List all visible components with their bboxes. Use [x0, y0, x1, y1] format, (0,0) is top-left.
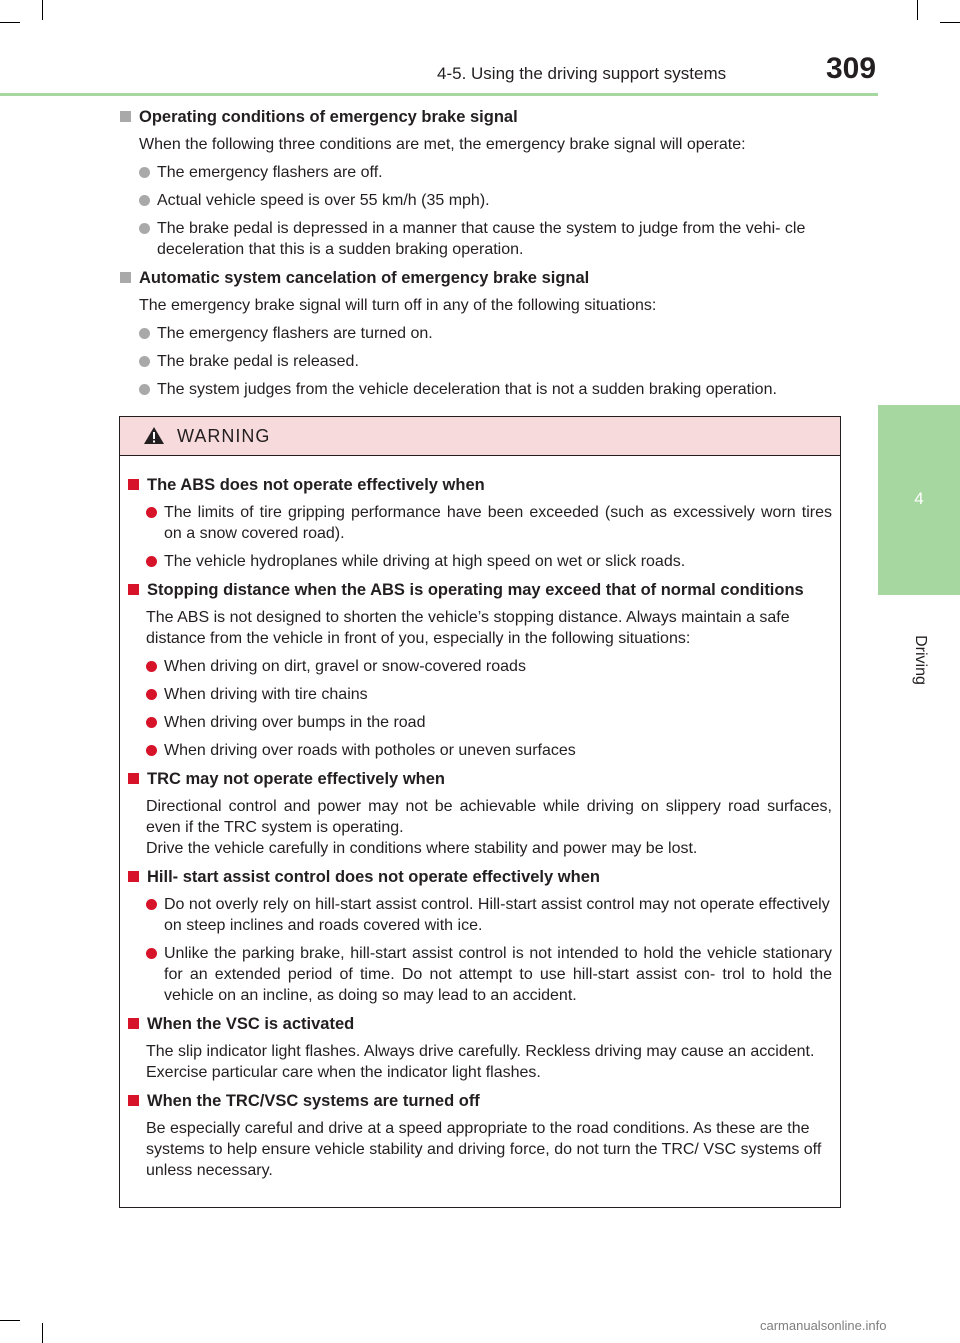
square-bullet-icon [128, 479, 139, 490]
section-heading: Automatic system cancelation of emergency brake signal [120, 267, 842, 289]
paragraph: The emergency brake signal will turn off in any of the following situations: [139, 297, 657, 314]
bullet-item: The vehicle hydroplanes while driving at high speed on wet or slick roads. [146, 551, 832, 572]
main-content [120, 106, 842, 407]
circle-bullet-icon [146, 899, 157, 910]
square-bullet-icon [128, 584, 139, 595]
circle-bullet-icon [139, 195, 150, 206]
bullet-item: The emergency flashers are off. [139, 162, 842, 183]
warning-heading: When the VSC is activated [128, 1013, 832, 1035]
circle-bullet-icon [146, 717, 157, 728]
square-bullet-icon [120, 272, 131, 283]
bullet-item: When driving over roads with potholes or uneven surfaces [146, 740, 832, 761]
bullet-item: Do not overly rely on hill-start assist control. Hill-start assist control may not operate effectively on steep inclines and roads covered with ice. [146, 894, 832, 936]
bullet-item: The emergency flashers are turned on. [139, 323, 842, 344]
circle-bullet-icon [146, 745, 157, 756]
circle-bullet-icon [146, 661, 157, 672]
circle-bullet-icon [146, 948, 157, 959]
crop-mark [0, 1320, 20, 1321]
warning-heading: TRC may not operate effectively when [128, 768, 832, 790]
warning-box [119, 416, 841, 1208]
square-bullet-icon [128, 1018, 139, 1029]
chapter-tab [878, 405, 960, 595]
circle-bullet-icon [139, 384, 150, 395]
watermark: carmanualsonline.info [760, 1318, 887, 1333]
bullet-item: Unlike the parking brake, hill-start assist control is not intended to hold the vehicle stationary for an extended period of time. Do not attempt to use hill-start assist con- trol to hold the vehicle on an incline, as doing so may lead to an accident. [146, 943, 832, 1006]
chapter-label: Driving [912, 635, 929, 685]
header-section-title: 4-5. Using the driving support systems [437, 64, 727, 83]
square-bullet-icon [128, 1095, 139, 1106]
warning-heading: When the TRC/VSC systems are turned off [128, 1090, 832, 1112]
paragraph: The slip indicator light flashes. Always drive carefully. Reckless driving may cause an accident. Exercise particular care when the indicator light flashes. [146, 1043, 815, 1081]
paragraph: Drive the vehicle carefully in conditions where stability and power may be lost. [146, 840, 698, 857]
circle-bullet-icon [146, 556, 157, 567]
crop-mark [940, 22, 960, 23]
square-bullet-icon [128, 773, 139, 784]
warning-heading: The ABS does not operate effectively when [128, 474, 832, 496]
bullet-item: The brake pedal is released. [139, 351, 842, 372]
warning-heading: Stopping distance when the ABS is operating may exceed that of normal conditions [128, 579, 832, 601]
crop-mark [42, 0, 43, 20]
circle-bullet-icon [139, 223, 150, 234]
warning-header [120, 417, 840, 456]
warning-triangle-icon [143, 426, 165, 445]
bullet-item: The brake pedal is depressed in a manner that cause the system to judge from the vehi- cle deceleration that this is a sudden braking operation. [139, 218, 842, 260]
header-divider [0, 93, 878, 96]
page-number: 309 [826, 52, 877, 85]
crop-mark [42, 1323, 43, 1343]
circle-bullet-icon [139, 356, 150, 367]
bullet-item: When driving on dirt, gravel or snow-covered roads [146, 656, 832, 677]
section-heading: Operating conditions of emergency brake signal [120, 106, 842, 128]
chapter-number: 4 [914, 489, 924, 508]
crop-mark [917, 0, 918, 20]
circle-bullet-icon [139, 328, 150, 339]
bullet-item: When driving with tire chains [146, 684, 832, 705]
warning-body [120, 456, 840, 1181]
circle-bullet-icon [146, 689, 157, 700]
square-bullet-icon [120, 111, 131, 122]
paragraph: Be especially careful and drive at a speed appropriate to the road conditions. As these are the systems to help ensure vehicle stability and driving force, do not turn the TRC/ VSC systems off unless necessary. [146, 1120, 822, 1179]
bullet-item: When driving over bumps in the road [146, 712, 832, 733]
bullet-item: The limits of tire gripping performance have been exceeded (such as excessively worn tires on a snow covered road). [146, 502, 832, 544]
paragraph: When the following three conditions are met, the emergency brake signal will operate: [139, 136, 746, 153]
warning-heading: Hill- start assist control does not operate effectively when [128, 866, 832, 888]
paragraph: Directional control and power may not be achievable while driving on slippery road surfaces, even if the TRC system is operating. [146, 798, 832, 836]
crop-mark [0, 22, 20, 23]
bullet-item: Actual vehicle speed is over 55 km/h (35 mph). [139, 190, 842, 211]
square-bullet-icon [128, 871, 139, 882]
circle-bullet-icon [146, 507, 157, 518]
bullet-item: The system judges from the vehicle deceleration that is not a sudden braking operation. [139, 379, 842, 400]
warning-title: WARNING [177, 426, 271, 446]
paragraph: The ABS is not designed to shorten the vehicle’s stopping distance. Always maintain a safe distance from the vehicle in front of you, especially in the following situations: [146, 609, 790, 647]
circle-bullet-icon [139, 167, 150, 178]
